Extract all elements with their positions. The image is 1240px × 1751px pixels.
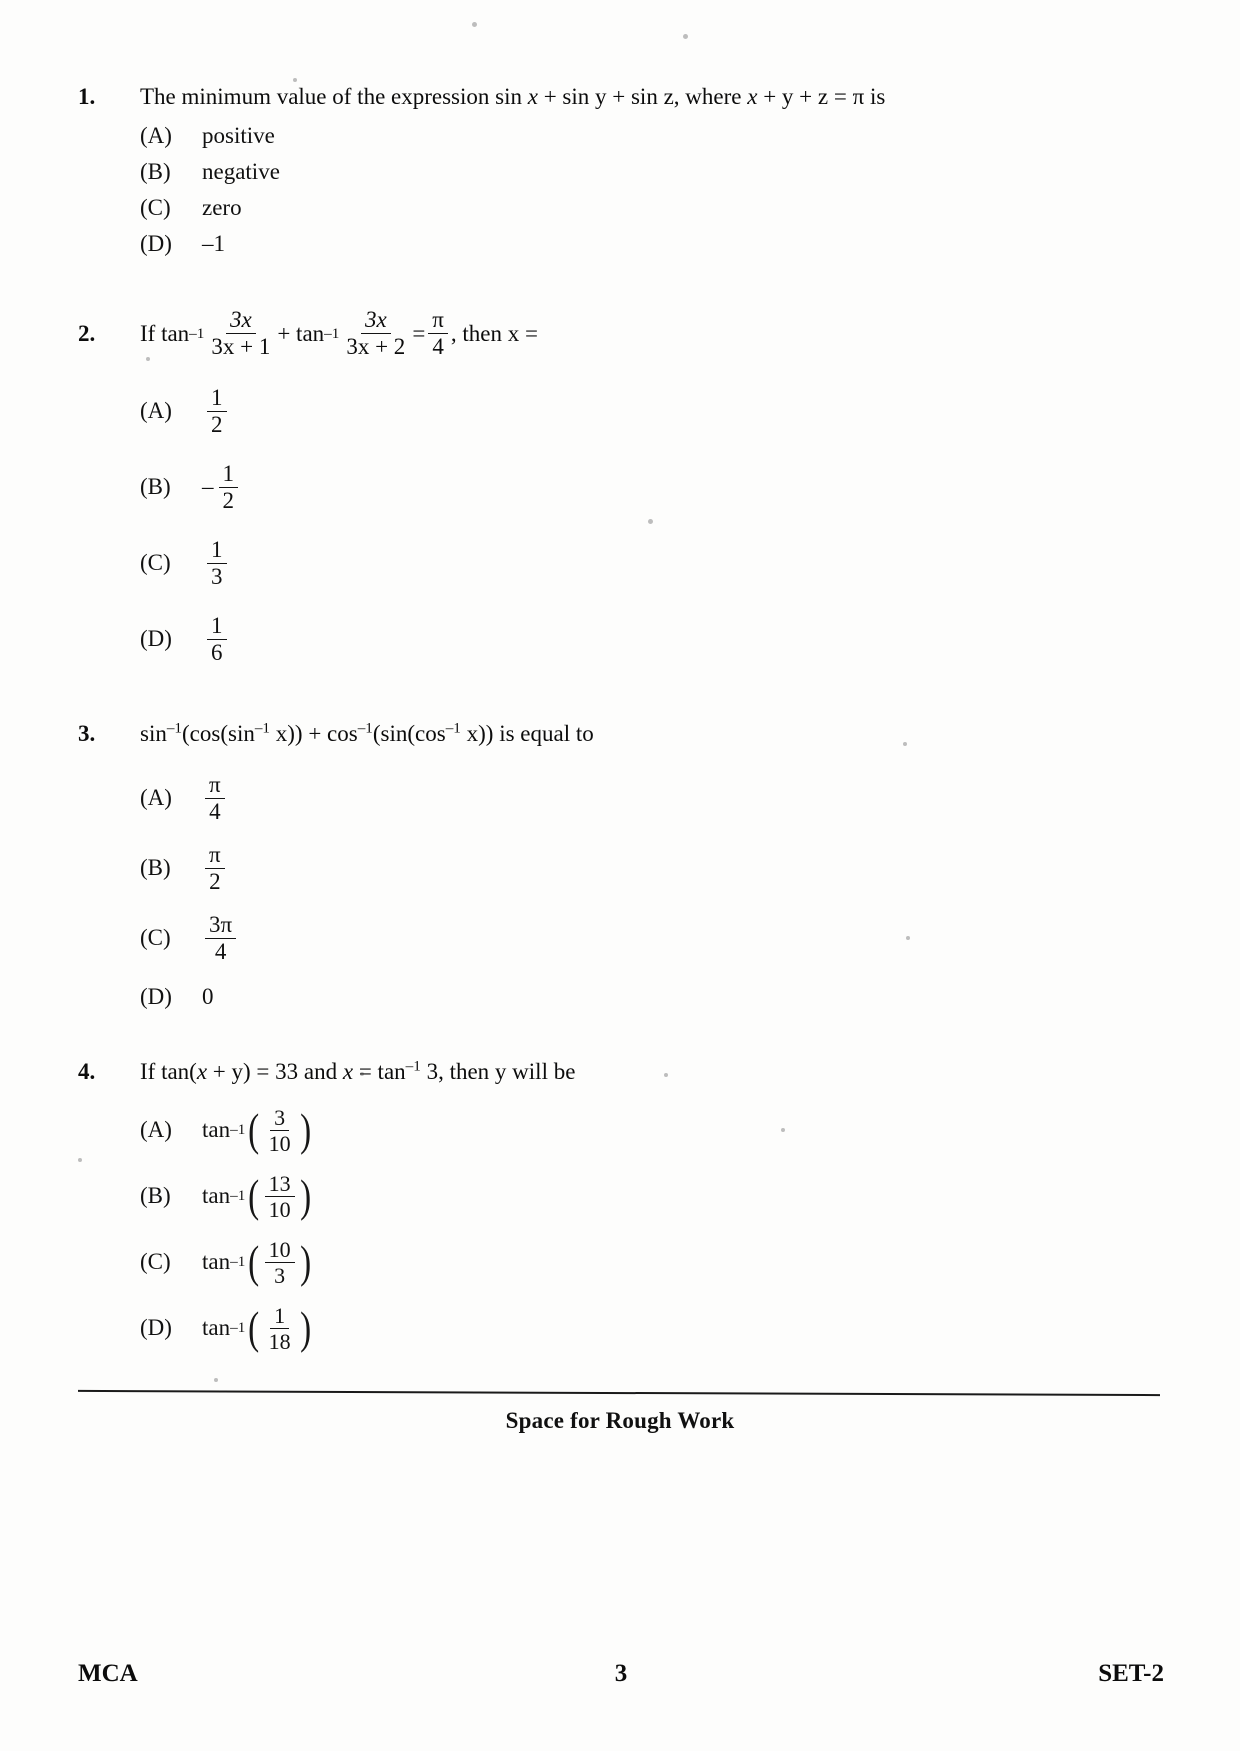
left-paren-icon: ( bbox=[248, 1104, 260, 1156]
option-1-c-text: zero bbox=[202, 195, 242, 220]
option-2-b-numerator: 1 bbox=[219, 462, 239, 488]
option-2-b-value bbox=[202, 462, 241, 513]
option-2-c[interactable] bbox=[140, 525, 1162, 601]
q4-text-2: + y) = 33 and bbox=[207, 1059, 343, 1085]
option-2-b-label: (B) bbox=[140, 474, 171, 500]
q2-then-x-equals: , then x = bbox=[450, 320, 538, 346]
option-4-b-denominator: 10 bbox=[268, 1196, 291, 1222]
question-3-options bbox=[78, 763, 1162, 1021]
option-4-b-label: (B) bbox=[140, 1183, 171, 1209]
option-2-b[interactable] bbox=[140, 449, 1162, 525]
scan-speck bbox=[214, 1378, 218, 1382]
question-4-number: 4. bbox=[78, 1059, 96, 1085]
option-2-d-value bbox=[202, 614, 230, 665]
option-4-a-value: tan –1 ( $\frac{3}{10}$ ) bbox=[202, 1106, 313, 1155]
option-2-a-label: (A) bbox=[140, 398, 172, 424]
q1-text-2: + sin y + sin z, where bbox=[537, 84, 748, 109]
option-4-d-numerator: 1 bbox=[270, 1304, 289, 1329]
option-3-b-value bbox=[202, 843, 228, 894]
option-4-a-numerator: 3 bbox=[270, 1106, 289, 1131]
question-1 bbox=[78, 80, 1162, 262]
q1-var-x: x bbox=[527, 84, 538, 109]
option-4-a[interactable] bbox=[140, 1097, 1162, 1163]
q1-var-x2: x bbox=[747, 84, 758, 109]
q4-sup-1: –1 bbox=[405, 1057, 421, 1075]
q4-var-x: x bbox=[196, 1059, 208, 1085]
option-4-c-numerator: 10 bbox=[265, 1238, 295, 1263]
right-paren-icon: ) bbox=[299, 1302, 311, 1354]
question-3-number: 3. bbox=[78, 721, 96, 747]
option-4-a-label: (A) bbox=[140, 1117, 172, 1143]
option-4-d[interactable] bbox=[140, 1295, 1162, 1361]
option-3-a[interactable] bbox=[140, 763, 1162, 833]
option-4-c-fraction bbox=[265, 1238, 295, 1287]
q3-text-4: (sin(cos bbox=[372, 721, 446, 747]
option-4-b-function: tan bbox=[202, 1183, 231, 1209]
option-3-a-numerator: π bbox=[205, 773, 225, 799]
question-4-head bbox=[78, 1055, 1162, 1089]
question-1-head bbox=[78, 80, 1162, 114]
q3-text-5: x)) is equal to bbox=[460, 721, 594, 747]
q2-fraction-3-denominator: 4 bbox=[432, 334, 444, 360]
question-4-options bbox=[78, 1097, 1162, 1361]
option-1-b-label: (B) bbox=[140, 159, 171, 184]
option-2-b-denominator: 2 bbox=[222, 487, 234, 513]
footer-paper-code: MCA bbox=[78, 1660, 138, 1687]
q2-fraction-1-denominator: 3x + 1 bbox=[211, 334, 271, 360]
q1-text-1: The minimum value of the expression sin bbox=[140, 84, 528, 109]
option-3-d-value: 0 bbox=[202, 984, 214, 1010]
q4-text-4: 3, then y will be bbox=[420, 1059, 576, 1085]
left-paren-icon: ( bbox=[248, 1170, 260, 1222]
q2-fraction-2 bbox=[342, 308, 409, 359]
option-2-a-numerator: 1 bbox=[207, 386, 227, 412]
q4-text-1: If tan( bbox=[140, 1059, 197, 1085]
q2-fraction-1 bbox=[207, 308, 274, 359]
option-4-b-numerator: 13 bbox=[265, 1172, 295, 1197]
option-2-c-fraction bbox=[207, 538, 227, 589]
option-3-c-fraction bbox=[205, 913, 236, 964]
option-4-a-function: tan bbox=[202, 1117, 231, 1143]
option-3-a-value bbox=[202, 773, 228, 824]
option-2-d-fraction bbox=[207, 614, 227, 665]
option-2-c-label: (C) bbox=[140, 550, 171, 576]
option-1-d[interactable] bbox=[140, 226, 1162, 262]
option-2-a-fraction bbox=[207, 386, 227, 437]
option-4-d-value: tan –1 ( $\frac{1}{18}$ ) bbox=[202, 1304, 313, 1353]
option-4-d-label: (D) bbox=[140, 1315, 172, 1341]
option-4-c-denominator: 3 bbox=[274, 1262, 286, 1288]
option-2-a-value bbox=[202, 386, 230, 437]
option-4-d-fraction bbox=[265, 1304, 295, 1353]
option-2-a-denominator: 2 bbox=[211, 411, 223, 437]
option-3-b-denominator: 2 bbox=[209, 868, 221, 894]
option-1-c-label: (C) bbox=[140, 195, 171, 220]
q2-fraction-3-numerator: π bbox=[428, 308, 448, 334]
question-1-stem bbox=[140, 80, 885, 114]
page-footer bbox=[78, 1660, 1164, 1688]
q2-fraction-2-numerator: 3x bbox=[361, 308, 391, 334]
q1-pi-symbol: π bbox=[852, 84, 865, 109]
q3-sin: sin bbox=[140, 721, 167, 747]
rough-work-heading: Space for Rough Work bbox=[505, 1408, 735, 1433]
option-4-a-parenthesized bbox=[246, 1106, 313, 1155]
option-3-c-denominator: 4 bbox=[214, 938, 227, 964]
q4-text-3: = tan bbox=[353, 1059, 406, 1085]
option-1-a-label: (A) bbox=[140, 123, 172, 148]
q2-fraction-1-numerator: 3x bbox=[226, 308, 256, 334]
option-2-c-numerator: 1 bbox=[207, 538, 227, 564]
left-paren-icon: ( bbox=[248, 1236, 260, 1288]
question-2-head bbox=[78, 308, 1162, 359]
question-3 bbox=[78, 717, 1162, 1021]
option-4-b-value: tan –1 ( $\frac{13}{10}$ ) bbox=[202, 1172, 313, 1221]
option-4-c-value: tan –1 ( $\frac{10}{3}$ ) bbox=[202, 1238, 313, 1287]
q2-fraction-3 bbox=[428, 308, 448, 359]
q2-equals: = bbox=[412, 320, 426, 346]
scan-speck bbox=[683, 34, 688, 39]
option-4-d-denominator: 18 bbox=[268, 1328, 291, 1354]
q3-sup-4: –1 bbox=[445, 719, 461, 737]
q3-sup-1: –1 bbox=[166, 719, 183, 737]
section-divider bbox=[78, 1390, 1160, 1396]
q1-text-3: + y + z = bbox=[757, 84, 853, 109]
question-2-options bbox=[78, 373, 1162, 677]
option-4-b[interactable] bbox=[140, 1163, 1162, 1229]
question-4-stem bbox=[140, 1055, 575, 1089]
option-2-b-fraction bbox=[219, 462, 239, 513]
option-4-a-fraction bbox=[265, 1106, 295, 1155]
option-3-d-label: (D) bbox=[140, 984, 172, 1010]
option-4-d-parenthesized bbox=[246, 1304, 313, 1353]
option-3-c[interactable] bbox=[140, 903, 1162, 973]
option-1-a-text: positive bbox=[202, 123, 275, 148]
option-4-c-function: tan bbox=[202, 1249, 231, 1275]
option-3-c-label: (C) bbox=[140, 925, 171, 951]
option-3-c-value bbox=[202, 913, 239, 964]
q1-text-4: is bbox=[864, 84, 886, 109]
option-2-c-value bbox=[202, 538, 230, 589]
option-4-b-fraction bbox=[265, 1172, 295, 1221]
option-2-d-label: (D) bbox=[140, 626, 172, 652]
footer-set-label: SET-2 bbox=[1098, 1660, 1164, 1687]
q4-var-x2: x bbox=[342, 1059, 354, 1085]
option-1-b-text: negative bbox=[202, 159, 280, 184]
option-2-d-denominator: 6 bbox=[211, 639, 223, 665]
option-1-b[interactable] bbox=[140, 154, 1162, 190]
right-paren-icon: ) bbox=[299, 1170, 311, 1222]
option-3-a-label: (A) bbox=[140, 785, 172, 811]
question-1-number: 1. bbox=[78, 84, 96, 109]
q3-sup-3: –1 bbox=[357, 719, 373, 737]
option-3-b-numerator: π bbox=[205, 843, 225, 869]
option-1-d-text: –1 bbox=[202, 231, 225, 256]
option-3-a-fraction bbox=[205, 773, 225, 824]
option-4-d-function: tan bbox=[202, 1315, 231, 1341]
right-paren-icon: ) bbox=[299, 1236, 311, 1288]
option-4-c-parenthesized bbox=[246, 1238, 313, 1287]
question-3-stem bbox=[140, 717, 594, 751]
option-3-b[interactable] bbox=[140, 833, 1162, 903]
option-4-a-denominator: 10 bbox=[268, 1130, 291, 1156]
option-2-d-numerator: 1 bbox=[207, 614, 227, 640]
option-3-c-numerator: 3π bbox=[205, 913, 236, 939]
q2-if-tan: If tan bbox=[140, 320, 190, 346]
scan-speck bbox=[472, 22, 477, 27]
option-3-b-label: (B) bbox=[140, 855, 171, 881]
question-4 bbox=[78, 1055, 1162, 1361]
questions-container bbox=[78, 80, 1162, 1371]
option-2-a[interactable] bbox=[140, 373, 1162, 449]
right-paren-icon: ) bbox=[299, 1104, 311, 1156]
option-2-b-sign: – bbox=[202, 474, 214, 500]
question-3-head bbox=[78, 717, 1162, 751]
option-3-b-fraction bbox=[205, 843, 225, 894]
q2-fraction-2-denominator: 3x + 2 bbox=[346, 334, 406, 360]
footer-page-number: 3 bbox=[614, 1660, 628, 1687]
option-4-b-parenthesized bbox=[246, 1172, 313, 1221]
option-4-c[interactable] bbox=[140, 1229, 1162, 1295]
q3-text-2: (cos(sin bbox=[182, 721, 255, 747]
option-2-c-denominator: 3 bbox=[211, 563, 223, 589]
question-1-options bbox=[78, 118, 1162, 262]
option-4-c-label: (C) bbox=[140, 1249, 171, 1275]
option-3-d[interactable] bbox=[140, 973, 1162, 1021]
q3-sup-2: –1 bbox=[254, 719, 271, 737]
q3-text-3: x)) + cos bbox=[270, 721, 358, 747]
option-1-c[interactable] bbox=[140, 190, 1162, 226]
q2-plus: + tan bbox=[277, 320, 325, 346]
left-paren-icon: ( bbox=[248, 1302, 260, 1354]
option-1-a[interactable] bbox=[140, 118, 1162, 154]
option-3-a-denominator: 4 bbox=[209, 798, 221, 824]
option-2-d[interactable] bbox=[140, 601, 1162, 677]
question-2-stem: If tan –1 $\frac{3x}{3x + 1}$ + tan –1 $\frac{3x}{3x + 2}$ = $\frac{\pi}{4}$ , then x = bbox=[140, 307, 538, 360]
question-2-number: 2. bbox=[78, 320, 96, 346]
option-1-d-label: (D) bbox=[140, 231, 172, 256]
question-2 bbox=[78, 308, 1162, 677]
